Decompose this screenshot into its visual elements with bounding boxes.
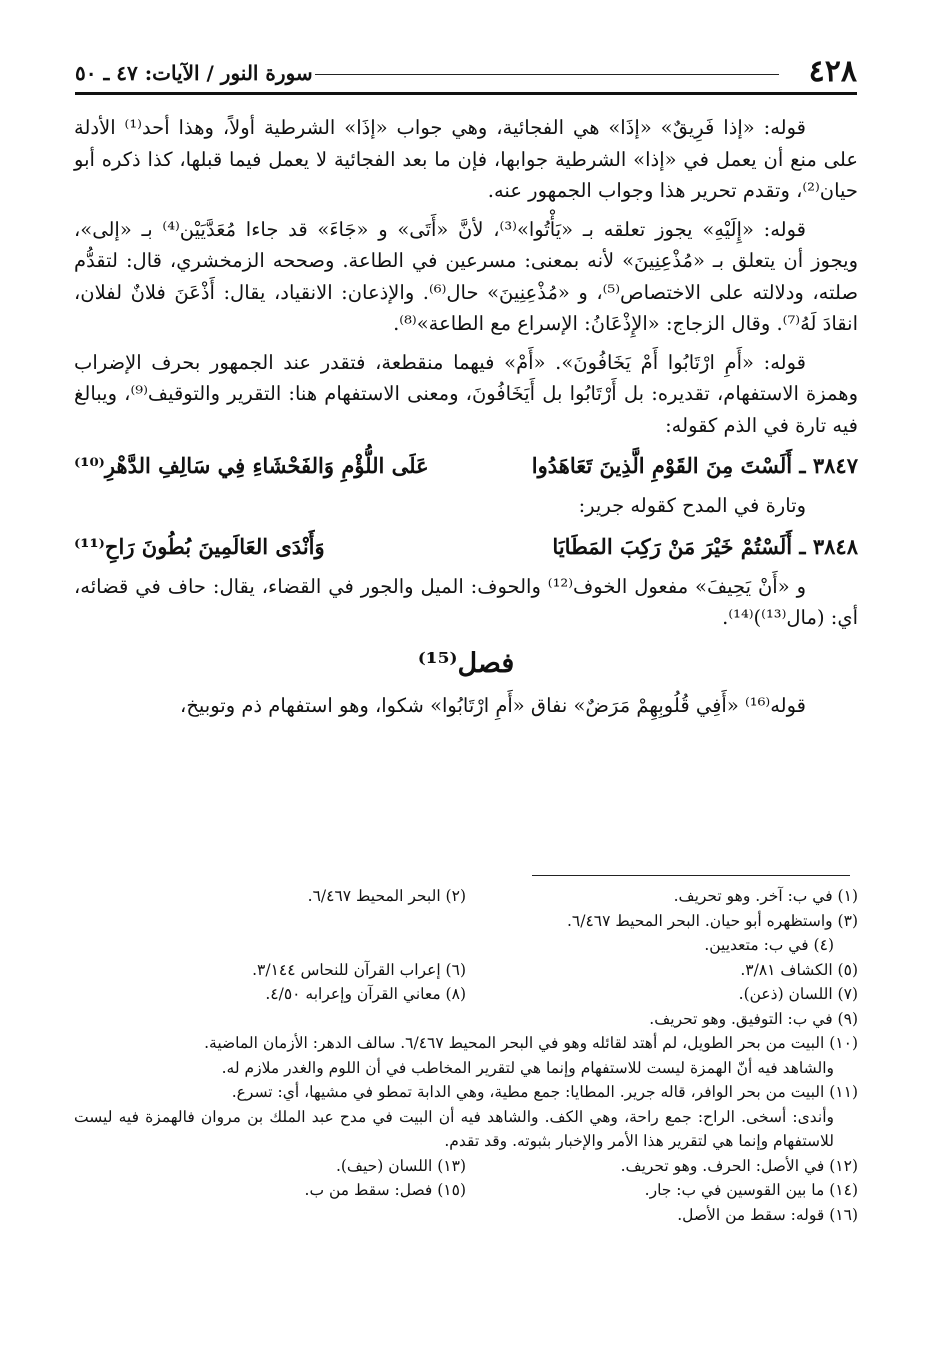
verse-3847-h1: أَلَسْتَ مِنَ القَوْمِ الَّذِينَ تَعَاهَدُوا <box>531 453 793 478</box>
verse-3848-h1: أَلَسْتُمْ خَيْرَ مَنْ رَكِبَ المَطَايَا <box>552 533 793 559</box>
footnote-row <box>74 958 858 983</box>
footnote-2: (٢) البحر المحيط ٦/٤٦٧. <box>307 887 466 905</box>
page-number: ٤٢٨ <box>808 54 857 89</box>
section-title: فصل⁽¹⁵⁾ <box>417 647 515 679</box>
verse-3847-first-hemistich <box>532 448 858 484</box>
paragraph-3: قوله: «أَمِ ارْتَابُوا أَمْ يَخَافُونَ». «أَمْ» فيهما منقطعة، فتقدر عند الجمهور بحرف الإضراب وهمزة الاستفهام، تقديره: بل أَرْتَابُوا بل أَيَخَافُونَ، ومعنى الاستفهام هنا: التقرير والتوقيف⁽⁹⁾، ويبالغ فيه تارة في الذم كقوله: <box>74 350 858 437</box>
header-thin-rule <box>315 74 779 75</box>
footnote-row <box>74 1178 858 1203</box>
footnote-3: (٣) واستظهره أبو حيان. البحر المحيط ٦/٤٦٧. <box>566 911 858 930</box>
verse-3848-number: ٣٨٤٨ ـ <box>799 533 858 559</box>
paragraph-5: و «أَنْ يَحِيفَ» مفعول الخوف⁽¹²⁾ والحوف: الميل والجور في القضاء، يقال: حاف في قضائه، أي: (مال⁽¹³⁾)⁽¹⁴⁾. <box>74 574 858 629</box>
footnote-11: (١١) البيت من بحر الوافر، قاله جرير. المطايا: جمع مطية، وهي الدابة تمطو في مشيها، أي: تسرع. <box>231 1083 858 1101</box>
verse-3847-second-hemistich: عَلَى اللُّؤْمِ وَالفَحْشَاءِ فِي سَالِفِ الدَّهْرِ⁽¹⁰⁾ <box>74 453 429 478</box>
footnote-8: (٨) معاني القرآن وإعرابه ٤/٥٠. <box>265 985 466 1003</box>
verse-3847 <box>74 448 858 484</box>
surah-label: سورة النور / الآيات: ٤٧ ـ ٥٠ <box>75 61 313 85</box>
paragraph-2: قوله: «إِلَيْهِ» يجوز تعلقه بـ «يَأْتُوا»⁽³⁾، لأنَّ «أَتَى» و «جَاءَ» قد جاءا مُعَدَّيَيْن⁽⁴⁾ بـ «إلى»، ويجوز أن يتعلق بـ «مُذْعِنِينَ» لأنه بمعنى: مسرعين في الطاعة. وصححه الزمخشري، قال: لتقدُّم صلته، ودلالته على الاختصاص⁽⁵⁾، و «مُذْعِنِينَ» حال⁽⁶⁾. والإذعان: الانقياد، يقال: أَذْعَنَ فلانٌ لفلان، انقادَ لَهُ⁽⁷⁾. وقال الزجاج: «الإِذْعَانُ: الإسراع مع الطاعة»⁽⁸⁾. <box>74 217 859 335</box>
header-rule <box>75 92 857 95</box>
footnote-11-continued: وأندى: أسخى. الراح: جمع راحة، وهي الكف. والشاهد فيه أن البيت في مدح عبد الملك بن مروان فالهمزة فيه ليست للاستفهام وإنما هي لتقرير هذا الأمر والإخبار بثبوته. وقد تقدم. <box>74 1107 834 1150</box>
footnote-16: (١٦) قوله: سقط من الأصل. <box>677 1205 858 1224</box>
footnote-15: (١٥) فصل: سقط من ب. <box>304 1181 466 1199</box>
paragraph-1: قوله: «إذا فَرِيقٌ» «إذَا» هي الفجائية، وهي جواب «إذَا» الشرطية أولاً، وهذا أحد⁽¹⁾ الأدلة على منع أن يعمل في «إذا» الشرطية جوابها، فإن ما بعد الفجائية لا يعمل فيما قبلها، كذا ذكره أبو حيان⁽²⁾، وتقدم تحرير هذا وجواب الجمهور عنه. <box>74 116 858 202</box>
footnote-12: (١٢) في الأصل: الحرف. وهو تحريف. <box>620 1156 858 1175</box>
footnote-row <box>74 982 858 1007</box>
paragraph-4: وتارة في المدح كقوله جرير: <box>578 494 806 517</box>
paragraph-6: قوله⁽¹⁶⁾ «أَفِي قُلُوبِهِمْ مَرَضٌ» نفاق «أَمِ ارْتَابُوا» شكوا، وهو استفهام ذم وتوبيخ، <box>180 693 806 717</box>
footnote-row <box>74 884 858 909</box>
footnote-7: (٧) اللسان (ذعن). <box>738 985 858 1003</box>
footnote-10: (١٠) البيت من بحر الطويل، لم أهتد لقائله وهو في البحر المحيط ٦/٤٦٧. سالف الدهر: الأزمان الماضية. <box>204 1034 858 1052</box>
footnote-row <box>74 1154 858 1179</box>
footnote-separator <box>532 875 850 876</box>
footnote-4: (٤) في ب: متعديين. <box>704 936 834 954</box>
footnote-10-continued: والشاهد فيه أنّ الهمزة ليست للاستفهام وإنما هي لتقرير المخاطب في أن اللوم والغدر ملازم له. <box>221 1058 834 1077</box>
verse-3847-number: ٣٨٤٧ ـ <box>799 453 858 478</box>
footnote-1: (١) في ب: آخر. وهو تحريف. <box>673 887 858 905</box>
main-text <box>74 112 858 728</box>
page-header <box>75 52 857 92</box>
footnote-9: (٩) في ب: التوفيق. وهو تحريف. <box>649 1009 858 1028</box>
footnote-6: (٦) إعراب القرآن للنحاس ٣/١٤٤. <box>252 960 466 979</box>
verse-3848-first-hemistich <box>552 529 858 565</box>
footnote-13: (١٣) اللسان (حيف). <box>335 1156 466 1175</box>
verse-3848 <box>74 529 858 565</box>
footnote-14: (١٤) ما بين القوسين في ب: جار. <box>644 1181 858 1199</box>
footnotes <box>74 884 858 1227</box>
footnote-5: (٥) الكشاف ٣/٨١. <box>740 960 858 979</box>
verse-3848-second-hemistich: وَأَنْدَى العَالَمِينَ بُطُونَ رَاحِ⁽¹¹⁾ <box>74 533 325 559</box>
